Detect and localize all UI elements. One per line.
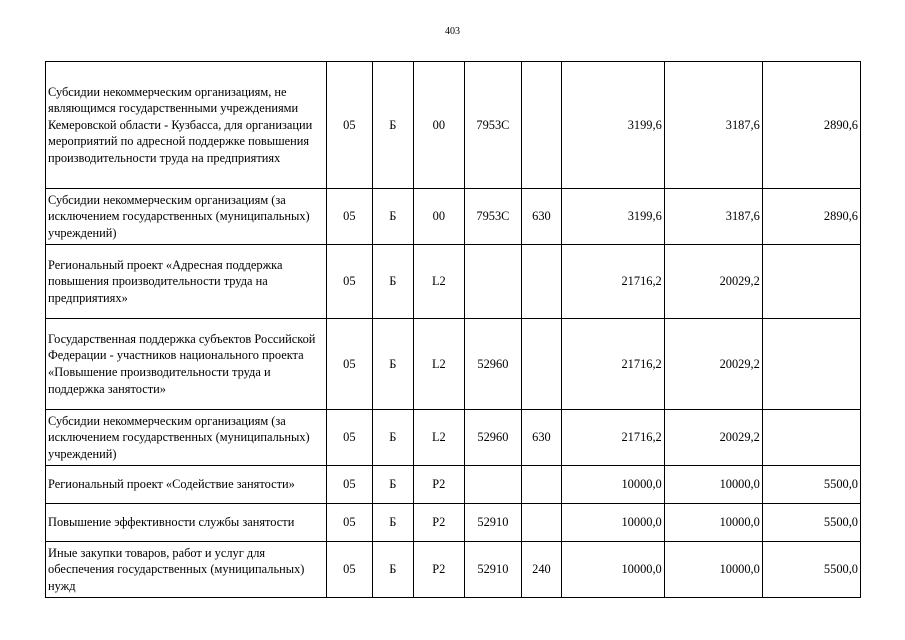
amount-2: 3187,6 xyxy=(664,189,762,245)
subprogram-code: Р2 xyxy=(414,542,465,598)
direction-code xyxy=(464,466,522,504)
expense-type-code: 630 xyxy=(522,410,561,466)
row-name: Региональный проект «Адресная поддержка повышения производительности труда на предприятиях» xyxy=(46,245,327,319)
expense-type-code xyxy=(522,62,561,189)
program-code: Б xyxy=(372,466,413,504)
subprogram-code: 00 xyxy=(414,189,465,245)
amount-1: 10000,0 xyxy=(561,504,664,542)
row-name: Региональный проект «Содействие занятости» xyxy=(46,466,327,504)
amount-2: 10000,0 xyxy=(664,542,762,598)
table-row xyxy=(46,319,861,410)
subprogram-code: 00 xyxy=(414,62,465,189)
subprogram-code: L2 xyxy=(414,410,465,466)
amount-3: 2890,6 xyxy=(762,62,860,189)
amount-2: 20029,2 xyxy=(664,410,762,466)
table-row xyxy=(46,542,861,598)
section-code: 05 xyxy=(327,410,373,466)
amount-2: 20029,2 xyxy=(664,319,762,410)
program-code: Б xyxy=(372,245,413,319)
row-name: Иные закупки товаров, работ и услуг для обеспечения государственных (муниципальных) нужд xyxy=(46,542,327,598)
direction-code: 52960 xyxy=(464,319,522,410)
budget-table xyxy=(45,61,861,598)
row-name: Субсидии некоммерческим организациям (за исключением государственных (муниципальных) учреждений) xyxy=(46,189,327,245)
program-code: Б xyxy=(372,504,413,542)
amount-3: 5500,0 xyxy=(762,504,860,542)
page-number: 403 xyxy=(445,26,460,37)
amount-1: 10000,0 xyxy=(561,466,664,504)
amount-2: 10000,0 xyxy=(664,466,762,504)
table-row xyxy=(46,62,861,189)
section-code: 05 xyxy=(327,542,373,598)
table-row xyxy=(46,466,861,504)
expense-type-code: 630 xyxy=(522,189,561,245)
program-code: Б xyxy=(372,542,413,598)
amount-2: 3187,6 xyxy=(664,62,762,189)
direction-code: 7953С xyxy=(464,62,522,189)
direction-code: 7953С xyxy=(464,189,522,245)
amount-3 xyxy=(762,319,860,410)
amount-3: 2890,6 xyxy=(762,189,860,245)
expense-type-code xyxy=(522,245,561,319)
row-name: Субсидии некоммерческим организациям, не являющимся государственными учреждениями Кемеровской области - Кузбасса, для организации мероприятий по адресной поддержке повышения производительности труда на предприятиях xyxy=(46,62,327,189)
program-code: Б xyxy=(372,410,413,466)
direction-code: 52960 xyxy=(464,410,522,466)
table-row xyxy=(46,410,861,466)
program-code: Б xyxy=(372,62,413,189)
amount-3 xyxy=(762,410,860,466)
row-name: Государственная поддержка субъектов Российской Федерации - участников национального проекта «Повышение производительности труда и поддержка занятости» xyxy=(46,319,327,410)
section-code: 05 xyxy=(327,466,373,504)
table-row xyxy=(46,504,861,542)
subprogram-code: L2 xyxy=(414,319,465,410)
amount-1: 21716,2 xyxy=(561,319,664,410)
amount-1: 10000,0 xyxy=(561,542,664,598)
row-name: Субсидии некоммерческим организациям (за исключением государственных (муниципальных) учреждений) xyxy=(46,410,327,466)
amount-2: 20029,2 xyxy=(664,245,762,319)
table-row xyxy=(46,189,861,245)
amount-2: 10000,0 xyxy=(664,504,762,542)
program-code: Б xyxy=(372,189,413,245)
subprogram-code: Р2 xyxy=(414,466,465,504)
section-code: 05 xyxy=(327,319,373,410)
amount-1: 21716,2 xyxy=(561,245,664,319)
section-code: 05 xyxy=(327,245,373,319)
expense-type-code xyxy=(522,466,561,504)
expense-type-code: 240 xyxy=(522,542,561,598)
amount-3 xyxy=(762,245,860,319)
section-code: 05 xyxy=(327,62,373,189)
amount-1: 3199,6 xyxy=(561,62,664,189)
expense-type-code xyxy=(522,319,561,410)
amount-3: 5500,0 xyxy=(762,542,860,598)
section-code: 05 xyxy=(327,189,373,245)
table-row xyxy=(46,245,861,319)
amount-3: 5500,0 xyxy=(762,466,860,504)
row-name: Повышение эффективности службы занятости xyxy=(46,504,327,542)
direction-code: 52910 xyxy=(464,504,522,542)
direction-code: 52910 xyxy=(464,542,522,598)
amount-1: 21716,2 xyxy=(561,410,664,466)
program-code: Б xyxy=(372,319,413,410)
subprogram-code: L2 xyxy=(414,245,465,319)
amount-1: 3199,6 xyxy=(561,189,664,245)
direction-code xyxy=(464,245,522,319)
section-code: 05 xyxy=(327,504,373,542)
subprogram-code: Р2 xyxy=(414,504,465,542)
expense-type-code xyxy=(522,504,561,542)
